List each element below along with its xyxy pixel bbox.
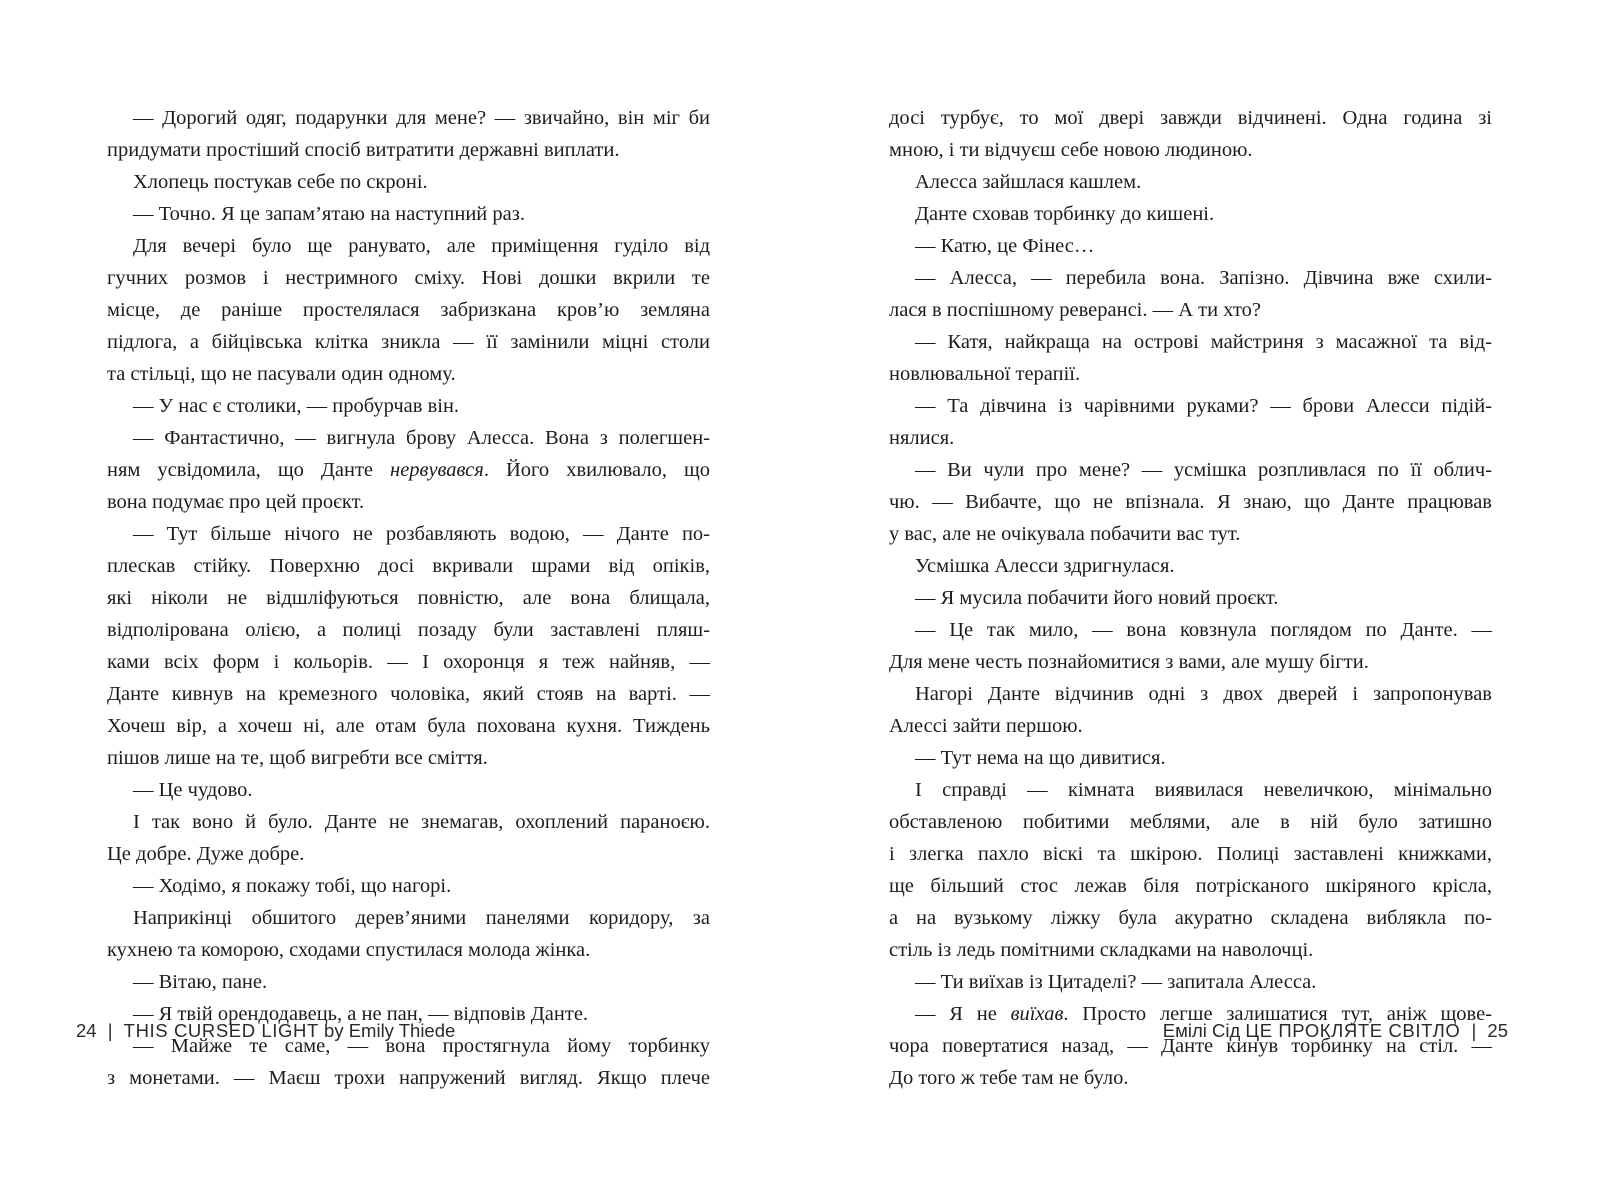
text-segment: . Його хвилювало, що	[483, 459, 710, 481]
text-line	[889, 358, 1492, 390]
text-segment: а на вузькому ліжку була акуратно складена виблякла по-	[889, 907, 1492, 929]
text-segment: ням усвідомила, що Данте	[107, 459, 391, 481]
text-line	[889, 614, 1492, 646]
text-line	[107, 358, 710, 390]
text-segment: — Дорогий одяг, подарунки для мене? — звичайно, він міг би	[133, 107, 710, 129]
text-segment: гучних розмов і нестримного сміху. Нові дошки вкрили те	[107, 267, 710, 289]
text-line	[889, 390, 1492, 422]
text-segment: Данте кивнув на кремезного чоловіка, який стояв на варті. —	[107, 683, 710, 705]
text-line	[107, 486, 710, 518]
right-page-text	[889, 102, 1492, 1094]
text-line	[889, 454, 1492, 486]
text-segment: Для вечері було ще ранувато, але приміщення гуділо від	[133, 235, 710, 257]
text-line	[107, 550, 710, 582]
text-segment: ще більший стос лежав біля потрісканого шкіряного крісла,	[889, 875, 1492, 897]
text-segment: — Це так мило, — вона ковзнула поглядом по Данте. —	[915, 619, 1492, 641]
text-segment: — Я мусила побачити його новий проєкт.	[915, 587, 1279, 609]
text-line	[107, 966, 710, 998]
text-segment: — Вітаю, пане.	[133, 971, 268, 993]
text-segment: — Алесса, — перебила вона. Запізно. Дівчина вже схили-	[915, 267, 1492, 289]
text-segment: Усмішка Алесси здригнулася.	[915, 555, 1175, 577]
text-line	[889, 262, 1492, 294]
text-segment: — Катя, найкраща на острові майстриня з масажної та від-	[915, 331, 1492, 353]
text-line	[889, 166, 1492, 198]
text-segment: Наприкінці обшитого дерев’яними панелями коридору, за	[133, 907, 710, 929]
italic-segment: виїхав	[1010, 1003, 1064, 1025]
text-segment: . Просто легше залишатися тут, аніж щове-	[1063, 1003, 1492, 1025]
text-segment: — Фантастично, — вигнула брову Алесса. Вона з полегшен-	[133, 427, 710, 449]
text-line	[889, 902, 1492, 934]
text-line	[889, 326, 1492, 358]
text-segment: стіль із ледь помітними складками на наволочці.	[889, 939, 1314, 961]
text-line	[889, 550, 1492, 582]
left-page-text	[107, 102, 710, 1094]
text-segment: Алессі зайти першою.	[889, 715, 1083, 737]
text-segment: — Майже те саме, — вона простягнула йому торбинку	[133, 1035, 710, 1057]
right-page-footer	[1163, 1020, 1508, 1042]
text-line	[889, 934, 1492, 966]
text-line	[889, 486, 1492, 518]
text-line	[107, 902, 710, 934]
text-segment: — Катю, це Фінес…	[915, 235, 1095, 257]
text-line	[107, 262, 710, 294]
right-page	[800, 0, 1600, 1200]
text-segment: підлога, а бійцівська клітка зникла — її замінили міцні столи	[107, 331, 710, 353]
text-segment: І так воно й було. Данте не знемагав, охоплений параноєю.	[133, 811, 710, 833]
book-author: by Emily Thiede	[324, 1020, 456, 1041]
text-line	[107, 870, 710, 902]
text-segment: які ніколи не відшліфуються повністю, але вона блищала,	[107, 587, 710, 609]
text-line	[107, 518, 710, 550]
text-line	[107, 230, 710, 262]
text-line	[107, 294, 710, 326]
text-line	[107, 454, 710, 486]
text-segment: Нагорі Данте відчинив одні з двох дверей і запропонував	[915, 683, 1492, 705]
page-number: 24	[76, 1020, 97, 1041]
text-line	[107, 774, 710, 806]
text-segment: пішов лише на те, щоб вигребти все сміття.	[107, 747, 488, 769]
text-line	[107, 742, 710, 774]
footer-separator: |	[107, 1020, 113, 1041]
text-line	[889, 710, 1492, 742]
book-author: Емілі Сід	[1162, 1020, 1241, 1041]
text-line	[107, 422, 710, 454]
text-segment: — Тут більше нічого не розбавляють водою, — Данте по-	[133, 523, 710, 545]
text-segment: кухнею та коморою, сходами спустилася молода жінка.	[107, 939, 591, 961]
text-segment: досі турбує, то мої двері завжди відчинені. Одна година зі	[889, 107, 1492, 129]
text-line	[889, 678, 1492, 710]
text-segment: До того ж тебе там не було.	[889, 1067, 1129, 1089]
text-line	[889, 774, 1492, 806]
text-line	[889, 422, 1492, 454]
book-title: THIS CURSED LIGHT	[123, 1020, 319, 1041]
text-line	[107, 614, 710, 646]
text-line	[889, 230, 1492, 262]
text-segment: Данте сховав торбинку до кишені.	[915, 203, 1215, 225]
text-line	[889, 198, 1492, 230]
text-line	[889, 646, 1492, 678]
italic-segment: нервувався	[390, 459, 484, 481]
text-line	[107, 1062, 710, 1094]
text-line	[889, 1062, 1492, 1094]
text-segment: нялися.	[889, 427, 955, 449]
text-segment: придумати простіший спосіб витратити державні виплати.	[107, 139, 620, 161]
text-segment: — Я твій орендодавець, а не пан, — відповів Данте.	[133, 1003, 589, 1025]
text-line	[889, 742, 1492, 774]
text-line	[889, 582, 1492, 614]
text-segment: місце, де раніше простелялася забризкана кров’ю земляна	[107, 299, 710, 321]
text-segment: у вас, але не очікувала побачити вас тут.	[889, 523, 1241, 545]
text-segment: Хлопець постукав себе по скроні.	[133, 171, 428, 193]
text-segment: — Ти виїхав із Цитаделі? — запитала Алесса.	[915, 971, 1317, 993]
text-line	[107, 102, 710, 134]
text-line	[107, 198, 710, 230]
text-line	[107, 134, 710, 166]
text-segment: відполірована олією, а полиці позаду були заставлені пляш-	[107, 619, 710, 641]
text-segment: І справді — кімната виявилася невеличкою, мінімально	[915, 779, 1492, 801]
text-line	[889, 806, 1492, 838]
text-line	[107, 646, 710, 678]
text-line	[107, 678, 710, 710]
text-segment: чю. — Вибачте, що не впізнала. Я знаю, що Данте працював	[889, 491, 1492, 513]
book-title: ЦЕ ПРОКЛЯТЕ СВІТЛО	[1245, 1020, 1461, 1041]
text-segment: чора повертатися назад, — Данте кинув торбинку на стіл. —	[889, 1035, 1492, 1057]
text-segment: — Це чудово.	[133, 779, 253, 801]
text-line	[107, 838, 710, 870]
text-segment: Алесса зайшлася кашлем.	[915, 171, 1142, 193]
text-segment: новлювальної терапії.	[889, 363, 1081, 385]
text-segment: плескав стійку. Поверхню досі вкривали шрами від опіків,	[107, 555, 710, 577]
text-line	[889, 102, 1492, 134]
text-line	[889, 966, 1492, 998]
text-segment: обставленою побитими меблями, але в ній було затишно	[889, 811, 1492, 833]
text-segment: — Та дівчина із чарівними руками? — брови Алесси підій-	[915, 395, 1492, 417]
text-line	[889, 838, 1492, 870]
text-line	[889, 134, 1492, 166]
text-line	[107, 934, 710, 966]
text-line	[889, 518, 1492, 550]
text-segment: — Точно. Я це запам’ятаю на наступний раз.	[133, 203, 525, 225]
text-segment: ками всіх форм і кольорів. — І охоронця я теж найняв, —	[107, 651, 710, 673]
text-line	[107, 166, 710, 198]
text-segment: мною, і ти відчуєш себе новою людиною.	[889, 139, 1253, 161]
footer-separator: |	[1471, 1020, 1477, 1041]
text-line	[107, 806, 710, 838]
text-line	[107, 326, 710, 358]
text-line	[889, 294, 1492, 326]
text-segment: — Я не	[915, 1003, 1011, 1025]
text-segment: — У нас є столики, — пробурчав він.	[133, 395, 460, 417]
text-line	[107, 710, 710, 742]
left-page-footer	[76, 1020, 455, 1042]
text-segment: з монетами. — Маєш трохи напружений вигляд. Якщо плече	[107, 1067, 710, 1089]
text-segment: і злегка пахло віскі та шкірою. Полиці заставлені книжками,	[889, 843, 1492, 865]
text-segment: та стільці, що не пасували один одному.	[107, 363, 456, 385]
text-line	[107, 390, 710, 422]
text-segment: лася в поспішному реверансі. — А ти хто?	[889, 299, 1262, 321]
text-segment: — Ходімо, я покажу тобі, що нагорі.	[133, 875, 452, 897]
text-segment: Це добре. Дуже добре.	[107, 843, 305, 865]
text-segment: — Ви чули про мене? — усмішка розпливлася по її облич-	[915, 459, 1492, 481]
text-line	[889, 870, 1492, 902]
text-line	[107, 582, 710, 614]
text-segment: Хочеш вір, а хочеш ні, але отам була похована кухня. Тиждень	[107, 715, 710, 737]
text-segment: — Тут нема на що дивитися.	[915, 747, 1166, 769]
text-segment: вона подумає про цей проєкт.	[107, 491, 365, 513]
page-number: 25	[1487, 1020, 1508, 1041]
text-segment: Для мене честь познайомитися з вами, але мушу бігти.	[889, 651, 1369, 673]
